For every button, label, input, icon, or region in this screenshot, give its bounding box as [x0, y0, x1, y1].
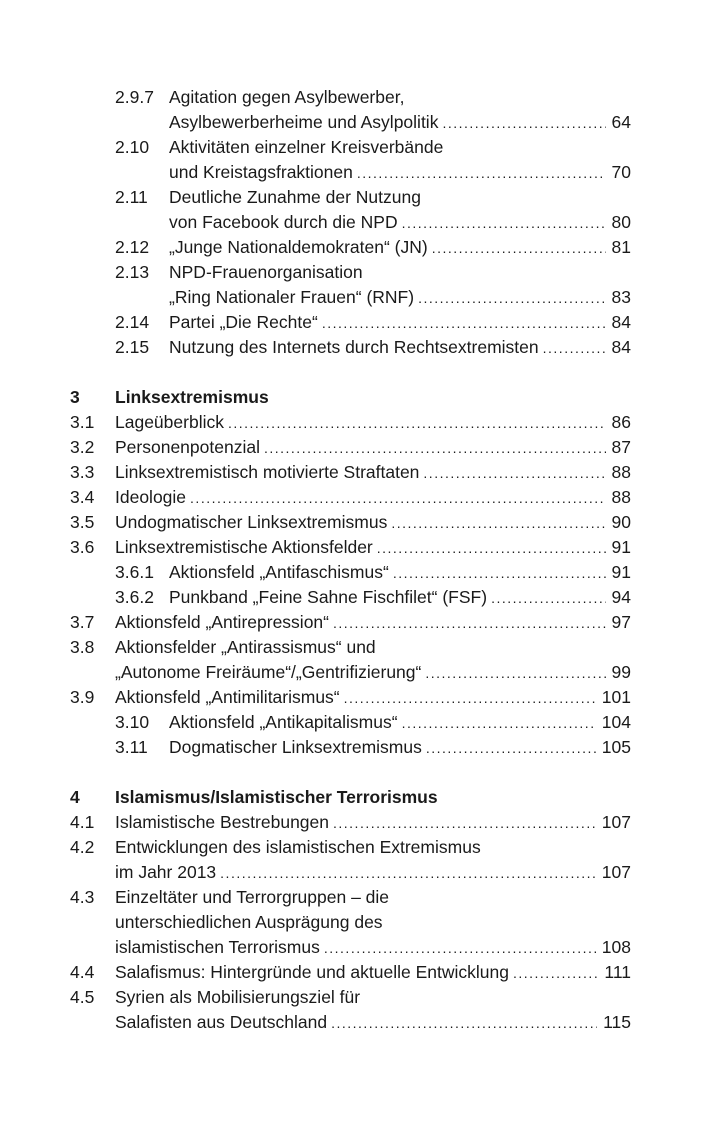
dot-leader [344, 686, 596, 711]
dot-leader [491, 586, 605, 611]
dot-leader [357, 161, 606, 186]
toc-page-number: 88 [611, 487, 631, 507]
toc-entry-line [0, 985, 709, 1010]
toc-entry-line [0, 910, 709, 935]
toc-entry-title: und Kreistagsfraktionen [169, 162, 353, 182]
toc-entry-number: 4.2 [70, 837, 95, 857]
toc-entry-number: 2.12 [115, 237, 150, 257]
dot-leader [442, 111, 605, 136]
toc-entry-line [0, 960, 709, 985]
toc-entry-line [0, 135, 709, 160]
toc-entry-title: Linksextremistisch motivierte Straftaten [115, 462, 420, 482]
dot-leader [264, 436, 606, 461]
toc-entry-number: 4.1 [70, 812, 95, 832]
toc-entry-line [0, 735, 709, 760]
toc-entry-title: Salafismus: Hintergründe und aktuelle Entwicklung [115, 962, 509, 982]
toc-page-number: 94 [611, 587, 631, 607]
toc-entry-title: Islamistische Bestrebungen [115, 812, 329, 832]
toc-entry-number: 4.5 [70, 987, 95, 1007]
toc-page-number: 111 [604, 962, 631, 982]
toc-page-number: 101 [601, 687, 631, 707]
toc-entry-line [0, 935, 709, 960]
toc-entry-line [0, 85, 709, 110]
toc-entry-title: unterschiedlichen Ausprägung des [115, 912, 383, 932]
toc-entry-title: Ideologie [115, 487, 187, 507]
toc-entry-number: 3.6.1 [115, 562, 154, 582]
toc-entry-line [0, 185, 709, 210]
toc-entry-line [0, 585, 709, 610]
dot-leader [333, 611, 606, 636]
dot-leader [393, 561, 606, 586]
dot-leader [190, 486, 605, 511]
toc-entry-number: 2.10 [115, 137, 150, 157]
toc-entry-number: 3.5 [70, 512, 95, 532]
toc-entry-number: 3.8 [70, 637, 95, 657]
toc-entry-title: Linksextremistische Aktionsfelder [115, 537, 373, 557]
toc-entry-line [0, 310, 709, 335]
toc-entry-title: Agitation gegen Asylbewerber, [169, 87, 405, 107]
dot-leader [391, 511, 605, 536]
toc-entry-title: Aktionsfeld „Antirepression“ [115, 612, 329, 632]
dot-leader [402, 711, 596, 736]
dot-leader [220, 861, 596, 886]
toc-entry-number: 3.3 [70, 462, 95, 482]
toc-entry-line [0, 660, 709, 685]
toc-page-number: 86 [611, 412, 631, 432]
toc-entry-line [0, 460, 709, 485]
dot-leader [402, 211, 606, 236]
toc-page-number: 99 [611, 662, 631, 682]
toc-entry-line [0, 685, 709, 710]
toc-entry-number: 2.13 [115, 262, 150, 282]
toc-entry-number: 3.6 [70, 537, 95, 557]
toc-page-number: 115 [603, 1012, 631, 1032]
toc-entry-number: 3.11 [115, 737, 148, 757]
dot-leader [333, 811, 596, 836]
toc-entry-number: 2.9.7 [115, 87, 154, 107]
toc-entry-title: Punkband „Feine Sahne Fischfilet“ (FSF) [169, 587, 488, 607]
toc-page-number: 81 [611, 237, 631, 257]
dot-leader [513, 961, 598, 986]
toc-entry-number: 3.10 [115, 712, 150, 732]
toc-entry-title: Aktivitäten einzelner Kreisverbände [169, 137, 444, 157]
toc-entry-title: „Autonome Freiräume“/„Gentrifizierung“ [115, 662, 422, 682]
toc-entry-title: Dogmatischer Linksextremismus [169, 737, 422, 757]
toc-page-number: 107 [601, 862, 631, 882]
toc-page-number: 104 [601, 712, 631, 732]
toc-page-number: 90 [611, 512, 631, 532]
toc-page-number: 80 [611, 212, 631, 232]
toc-entry-title: Personenpotenzial [115, 437, 260, 457]
toc-entry-title: Linksextremismus [115, 387, 269, 407]
toc-entry-line [0, 635, 709, 660]
toc-entry-line [0, 860, 709, 885]
toc-entry-title: Salafisten aus Deutschland [115, 1012, 328, 1032]
toc-page-number: 83 [611, 287, 631, 307]
toc-page-number: 70 [611, 162, 631, 182]
toc-page-number: 91 [611, 562, 631, 582]
toc-entry-line [0, 1010, 709, 1035]
toc-entry-title: Islamismus/Islamistischer Terrorismus [115, 787, 438, 807]
dot-leader [423, 461, 605, 486]
toc-entry-number: 3.9 [70, 687, 95, 707]
toc-entry-title: Undogmatischer Linksextremismus [115, 512, 388, 532]
toc-entry-number: 4.4 [70, 962, 95, 982]
toc-entry-line [0, 335, 709, 360]
toc-page-number: 105 [601, 737, 631, 757]
toc-page-number: 107 [601, 812, 631, 832]
toc-entry-line [0, 885, 709, 910]
toc-entry-line [0, 410, 709, 435]
toc-section-heading [0, 385, 709, 410]
dot-leader [418, 286, 605, 311]
toc-entry-number: 3 [70, 387, 80, 407]
toc-entry-title: Einzeltäter und Terrorgruppen – die [115, 887, 390, 907]
toc-page-number: 87 [611, 437, 631, 457]
toc-entry-title: islamistischen Terrorismus [115, 937, 320, 957]
toc-entry-number: 2.11 [115, 187, 148, 207]
toc-page-number: 84 [611, 337, 631, 357]
toc-entry-line [0, 835, 709, 860]
toc-entry-title: Aktionsfeld „Antikapitalismus“ [169, 712, 398, 732]
toc-entry-line [0, 710, 709, 735]
toc-page-number: 108 [601, 937, 631, 957]
toc-entry-title: Syrien als Mobilisierungsziel für [115, 987, 361, 1007]
toc-entry-line [0, 235, 709, 260]
toc-entry-title: „Junge Nationaldemokraten“ (JN) [169, 237, 428, 257]
toc-entry-number: 2.15 [115, 337, 150, 357]
toc-entry-number: 3.4 [70, 487, 95, 507]
dot-leader [322, 311, 606, 336]
toc-entry-line [0, 210, 709, 235]
toc-entry-title: NPD-Frauenorganisation [169, 262, 363, 282]
toc-entry-line [0, 535, 709, 560]
dot-leader [324, 936, 596, 961]
dot-leader [432, 236, 606, 261]
dot-leader [425, 661, 605, 686]
toc-entry-title: Asylbewerberheime und Asylpolitik [169, 112, 439, 132]
toc-entry-line [0, 110, 709, 135]
toc-entry-line [0, 485, 709, 510]
toc-entry-line [0, 560, 709, 585]
dot-leader [426, 736, 596, 761]
toc-entry-title: Entwicklungen des islamistischen Extremismus [115, 837, 481, 857]
toc-entry-title: Aktionsfeld „Antifaschismus“ [169, 562, 389, 582]
toc-page-number: 84 [611, 312, 631, 332]
toc-page-number: 64 [611, 112, 631, 132]
toc-entry-title: Deutliche Zunahme der Nutzung [169, 187, 421, 207]
toc-entry-title: „Ring Nationaler Frauen“ (RNF) [169, 287, 415, 307]
toc-entry-line [0, 435, 709, 460]
toc-entry-number: 3.6.2 [115, 587, 154, 607]
toc-entry-title: von Facebook durch die NPD [169, 212, 398, 232]
toc-entry-line [0, 610, 709, 635]
toc-entry-number: 2.14 [115, 312, 150, 332]
toc-entry-number: 4 [70, 787, 80, 807]
dot-leader [331, 1011, 597, 1036]
toc-entry-number: 3.1 [70, 412, 95, 432]
toc-entry-line [0, 810, 709, 835]
toc-entry-title: im Jahr 2013 [115, 862, 217, 882]
toc-page-number: 97 [611, 612, 631, 632]
toc-entry-title: Nutzung des Internets durch Rechtsextremisten [169, 337, 539, 357]
toc-entry-number: 3.2 [70, 437, 95, 457]
toc-entry-title: Aktionsfeld „Antimilitarismus“ [115, 687, 340, 707]
toc-entry-line [0, 285, 709, 310]
toc-entry-number: 4.3 [70, 887, 95, 907]
toc-entry-title: Lageüberblick [115, 412, 224, 432]
toc-section-heading [0, 785, 709, 810]
toc-entry-title: Partei „Die Rechte“ [169, 312, 318, 332]
table-of-contents [0, 85, 709, 1035]
toc-page-number: 88 [611, 462, 631, 482]
dot-leader [228, 411, 606, 436]
toc-page-number: 91 [611, 537, 631, 557]
toc-entry-number: 3.7 [70, 612, 95, 632]
dot-leader [377, 536, 606, 561]
toc-entry-line [0, 160, 709, 185]
dot-leader [543, 336, 606, 361]
toc-entry-title: Aktionsfelder „Antirassismus“ und [115, 637, 376, 657]
toc-entry-line [0, 260, 709, 285]
toc-entry-line [0, 510, 709, 535]
